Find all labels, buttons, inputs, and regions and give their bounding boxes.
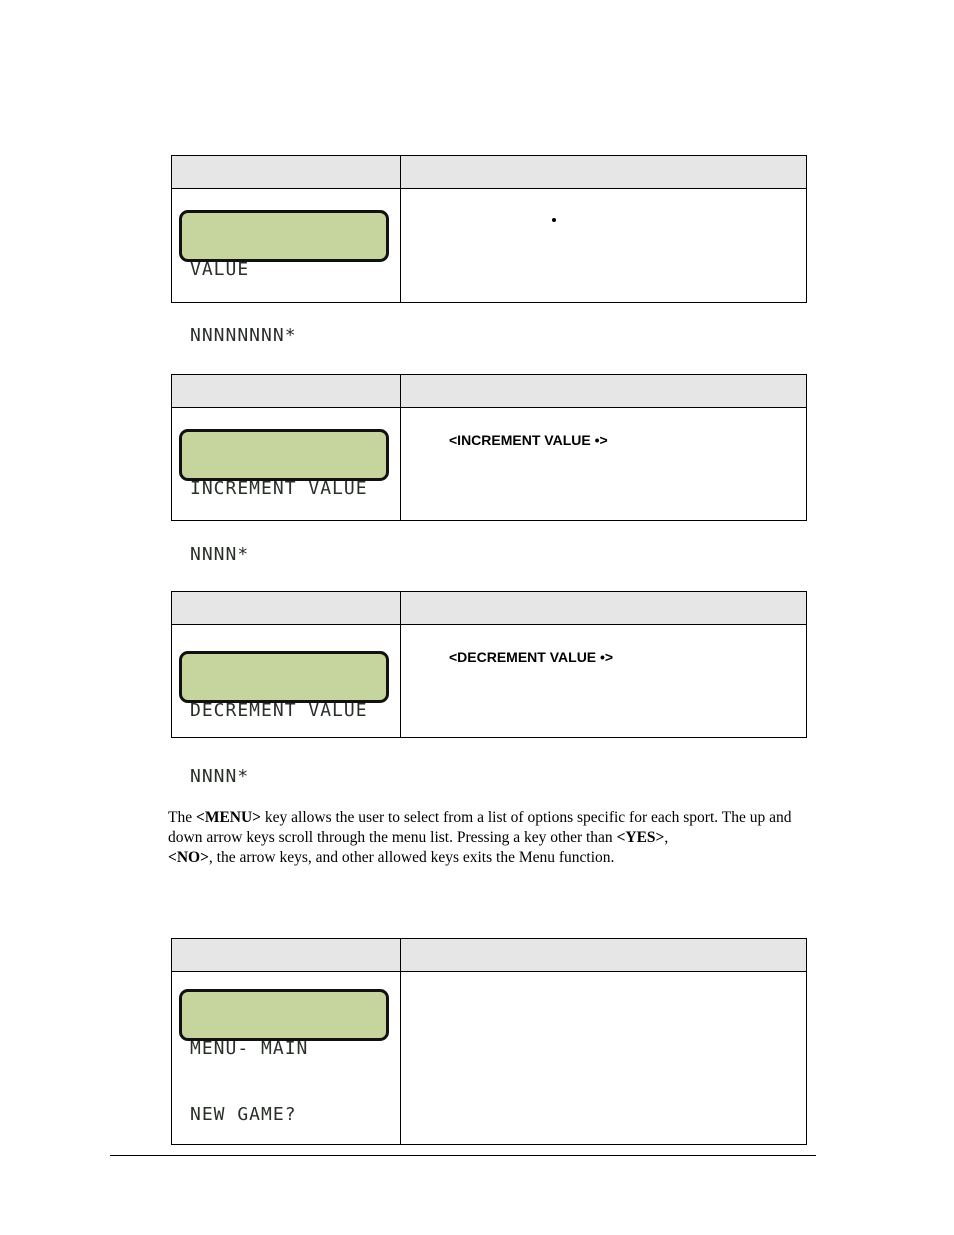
column-divider bbox=[400, 592, 401, 737]
bullet-dot-icon bbox=[552, 218, 556, 222]
menu-paragraph bbox=[168, 808, 818, 868]
column-divider bbox=[400, 156, 401, 302]
paragraph-text: The bbox=[168, 809, 196, 826]
lcd-line-1: DECREMENT VALUE bbox=[190, 700, 368, 721]
menu-key-label: <MENU> bbox=[195, 809, 262, 826]
lcd-line-2: NEW GAME? bbox=[190, 1104, 297, 1125]
decrement-value-table bbox=[171, 591, 807, 787]
lcd-line-2: NNNNNNNN* bbox=[190, 325, 297, 346]
lcd-display bbox=[179, 429, 389, 565]
lcd-display bbox=[179, 210, 389, 346]
increment-value-table bbox=[171, 374, 807, 565]
lcd-line-1: MENU- MAIN bbox=[190, 1038, 309, 1059]
table-header bbox=[172, 156, 806, 189]
value-table bbox=[171, 155, 807, 346]
lcd-display bbox=[179, 651, 389, 787]
footer-rule bbox=[110, 1155, 816, 1156]
lcd-display bbox=[179, 989, 389, 1125]
menu-main-table bbox=[171, 938, 807, 1145]
table-header bbox=[172, 592, 806, 625]
paragraph-text: , the arrow keys, and other allowed keys exits the Menu function. bbox=[208, 849, 615, 866]
no-key-label: <NO> bbox=[168, 849, 209, 866]
lcd-line-2: NNNN* bbox=[190, 766, 250, 787]
table-header bbox=[172, 375, 806, 408]
column-divider bbox=[400, 939, 401, 1144]
yes-key-label: <YES> bbox=[616, 829, 665, 846]
lcd-line-1: INCREMENT VALUE bbox=[190, 478, 368, 499]
description-text: <INCREMENT VALUE •> bbox=[449, 432, 608, 448]
lcd-line-2: NNNN* bbox=[190, 544, 250, 565]
description-text: <DECREMENT VALUE •> bbox=[449, 649, 614, 665]
lcd-line-1: VALUE bbox=[190, 259, 250, 280]
table-header bbox=[172, 939, 806, 972]
column-divider bbox=[400, 375, 401, 520]
paragraph-text: key allows the user to select from a list of options specific for each sport. The up and down arrow keys scroll through the menu list. Pressing a key other than bbox=[168, 809, 792, 846]
paragraph-text: , bbox=[664, 829, 669, 846]
